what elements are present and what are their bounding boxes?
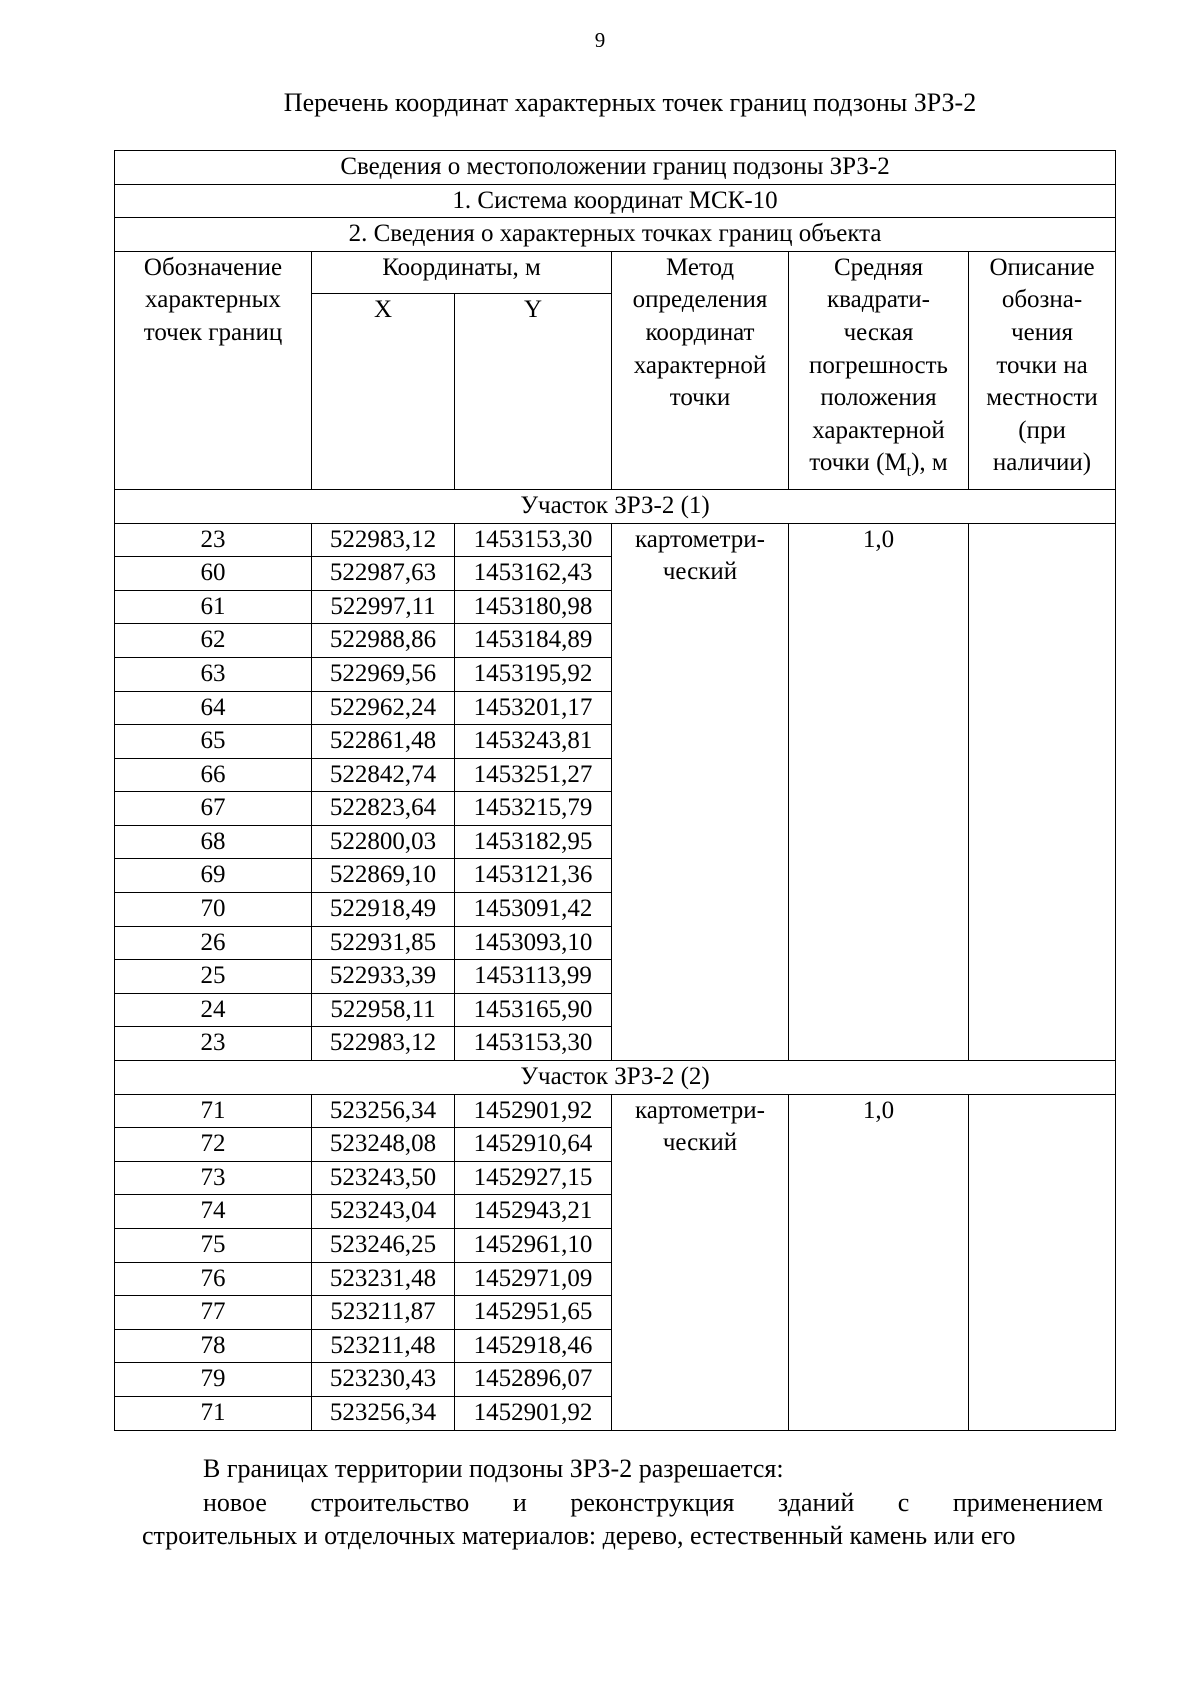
error-cell: 1,0 xyxy=(789,1094,969,1430)
point-id: 61 xyxy=(115,590,312,624)
coord-y: 1453201,17 xyxy=(455,691,612,725)
coord-y: 1453165,90 xyxy=(455,993,612,1027)
section-row xyxy=(115,489,1116,523)
point-id: 71 xyxy=(115,1094,312,1128)
point-id: 67 xyxy=(115,792,312,826)
table-caption: Сведения о местоположении границ подзоны ЗРЗ-2 xyxy=(115,151,1116,185)
method-cell: картометри- ческий xyxy=(612,1094,789,1430)
coord-y: 1453215,79 xyxy=(455,792,612,826)
point-id: 24 xyxy=(115,993,312,1027)
point-id: 26 xyxy=(115,926,312,960)
point-id: 60 xyxy=(115,557,312,591)
coord-y: 1452910,64 xyxy=(455,1128,612,1162)
header-method: Метод определения координат характерной точки xyxy=(612,251,789,489)
coord-x: 522933,39 xyxy=(312,960,455,994)
coord-x: 523211,87 xyxy=(312,1296,455,1330)
coord-x: 522969,56 xyxy=(312,657,455,691)
coord-y: 1453113,99 xyxy=(455,960,612,994)
point-id: 62 xyxy=(115,624,312,658)
coord-x: 522988,86 xyxy=(312,624,455,658)
coord-x: 523211,48 xyxy=(312,1329,455,1363)
coord-y: 1452951,65 xyxy=(455,1296,612,1330)
coord-y: 1453184,89 xyxy=(455,624,612,658)
table-caption-row xyxy=(115,151,1116,185)
coord-y: 1452943,21 xyxy=(455,1195,612,1229)
coord-y: 1452918,46 xyxy=(455,1329,612,1363)
point-id: 76 xyxy=(115,1262,312,1296)
points-info: 2. Сведения о характерных точках границ объекта xyxy=(115,218,1116,252)
section-title: Участок ЗРЗ-2 (2) xyxy=(115,1061,1116,1095)
coord-x: 523243,50 xyxy=(312,1161,455,1195)
header-error: Средняя квадрати- ческая погрешность положения характерной точки $(M_t)$, м xyxy=(789,251,969,489)
point-id: 23 xyxy=(115,523,312,557)
point-id: 66 xyxy=(115,758,312,792)
point-id: 74 xyxy=(115,1195,312,1229)
header-x: X xyxy=(312,293,455,489)
coord-x: 522958,11 xyxy=(312,993,455,1027)
point-id: 64 xyxy=(115,691,312,725)
point-id: 78 xyxy=(115,1329,312,1363)
coord-x: 523256,34 xyxy=(312,1396,455,1430)
method-cell: картометри- ческий xyxy=(612,523,789,1061)
point-id: 73 xyxy=(115,1161,312,1195)
coord-x: 522823,64 xyxy=(312,792,455,826)
point-id: 72 xyxy=(115,1128,312,1162)
point-id: 71 xyxy=(115,1396,312,1430)
document-title: Перечень координат характерных точек границ подзоны ЗРЗ-2 xyxy=(283,88,977,117)
coord-x: 522983,12 xyxy=(312,1027,455,1061)
header-row-1 xyxy=(115,251,1116,293)
coord-x: 522987,63 xyxy=(312,557,455,591)
paragraph-line-1: новое строительство и реконструкция зданий с применением xyxy=(203,1488,1103,1517)
coord-x: 522842,74 xyxy=(312,758,455,792)
coord-y: 1453180,98 xyxy=(455,590,612,624)
point-id: 25 xyxy=(115,960,312,994)
coord-x: 522869,10 xyxy=(312,859,455,893)
coord-y: 1453121,36 xyxy=(455,859,612,893)
coord-x: 523243,04 xyxy=(312,1195,455,1229)
coord-x: 522931,85 xyxy=(312,926,455,960)
coord-x: 522983,12 xyxy=(312,523,455,557)
point-id: 77 xyxy=(115,1296,312,1330)
header-description: Описание обозна- чения точки на местности (при наличии) xyxy=(969,251,1116,489)
section-title: Участок ЗРЗ-2 (1) xyxy=(115,489,1116,523)
point-id: 68 xyxy=(115,825,312,859)
coord-x: 523248,08 xyxy=(312,1128,455,1162)
header-coordinates: Координаты, м xyxy=(312,251,612,293)
point-id: 75 xyxy=(115,1229,312,1263)
coord-y: 1452901,92 xyxy=(455,1396,612,1430)
coord-y: 1452901,92 xyxy=(455,1094,612,1128)
point-id: 69 xyxy=(115,859,312,893)
page-number: 9 xyxy=(594,28,606,52)
coord-y: 1452927,15 xyxy=(455,1161,612,1195)
coord-y: 1452961,10 xyxy=(455,1229,612,1263)
coord-x: 523230,43 xyxy=(312,1363,455,1397)
coord-y: 1453162,43 xyxy=(455,557,612,591)
coord-y: 1453153,30 xyxy=(455,523,612,557)
paragraph-intro: В границах территории подзоны ЗРЗ-2 разрешается: xyxy=(203,1454,784,1483)
table-row xyxy=(115,523,1116,557)
coord-y: 1453243,81 xyxy=(455,725,612,759)
point-id: 23 xyxy=(115,1027,312,1061)
coord-y: 1452971,09 xyxy=(455,1262,612,1296)
coord-x: 522918,49 xyxy=(312,893,455,927)
coord-y: 1453153,30 xyxy=(455,1027,612,1061)
point-id: 79 xyxy=(115,1363,312,1397)
coord-y: 1453091,42 xyxy=(455,893,612,927)
coord-x: 522962,24 xyxy=(312,691,455,725)
coord-y: 1453251,27 xyxy=(455,758,612,792)
error-cell: 1,0 xyxy=(789,523,969,1061)
coord-x: 523256,34 xyxy=(312,1094,455,1128)
table-row xyxy=(115,1094,1116,1128)
coord-y: 1453182,95 xyxy=(455,825,612,859)
coord-x: 522800,03 xyxy=(312,825,455,859)
coord-system-row xyxy=(115,184,1116,218)
header-designation: Обозначение характерных точек границ xyxy=(115,251,312,489)
description-cell xyxy=(969,523,1116,1061)
coord-system: 1. Система координат МСК-10 xyxy=(115,184,1116,218)
description-cell xyxy=(969,1094,1116,1430)
section-row xyxy=(115,1061,1116,1095)
coord-y: 1453093,10 xyxy=(455,926,612,960)
coord-y: 1453195,92 xyxy=(455,657,612,691)
header-y: Y xyxy=(455,293,612,489)
point-id: 63 xyxy=(115,657,312,691)
coord-x: 523246,25 xyxy=(312,1229,455,1263)
coord-x: 522997,11 xyxy=(312,590,455,624)
coordinates-table xyxy=(114,150,1116,1431)
coord-x: 522861,48 xyxy=(312,725,455,759)
coord-y: 1452896,07 xyxy=(455,1363,612,1397)
point-id: 65 xyxy=(115,725,312,759)
coord-x: 523231,48 xyxy=(312,1262,455,1296)
point-id: 70 xyxy=(115,893,312,927)
points-info-row xyxy=(115,218,1116,252)
paragraph-line-2: строительных и отделочных материалов: дерево, естественный камень или его xyxy=(142,1521,1016,1550)
